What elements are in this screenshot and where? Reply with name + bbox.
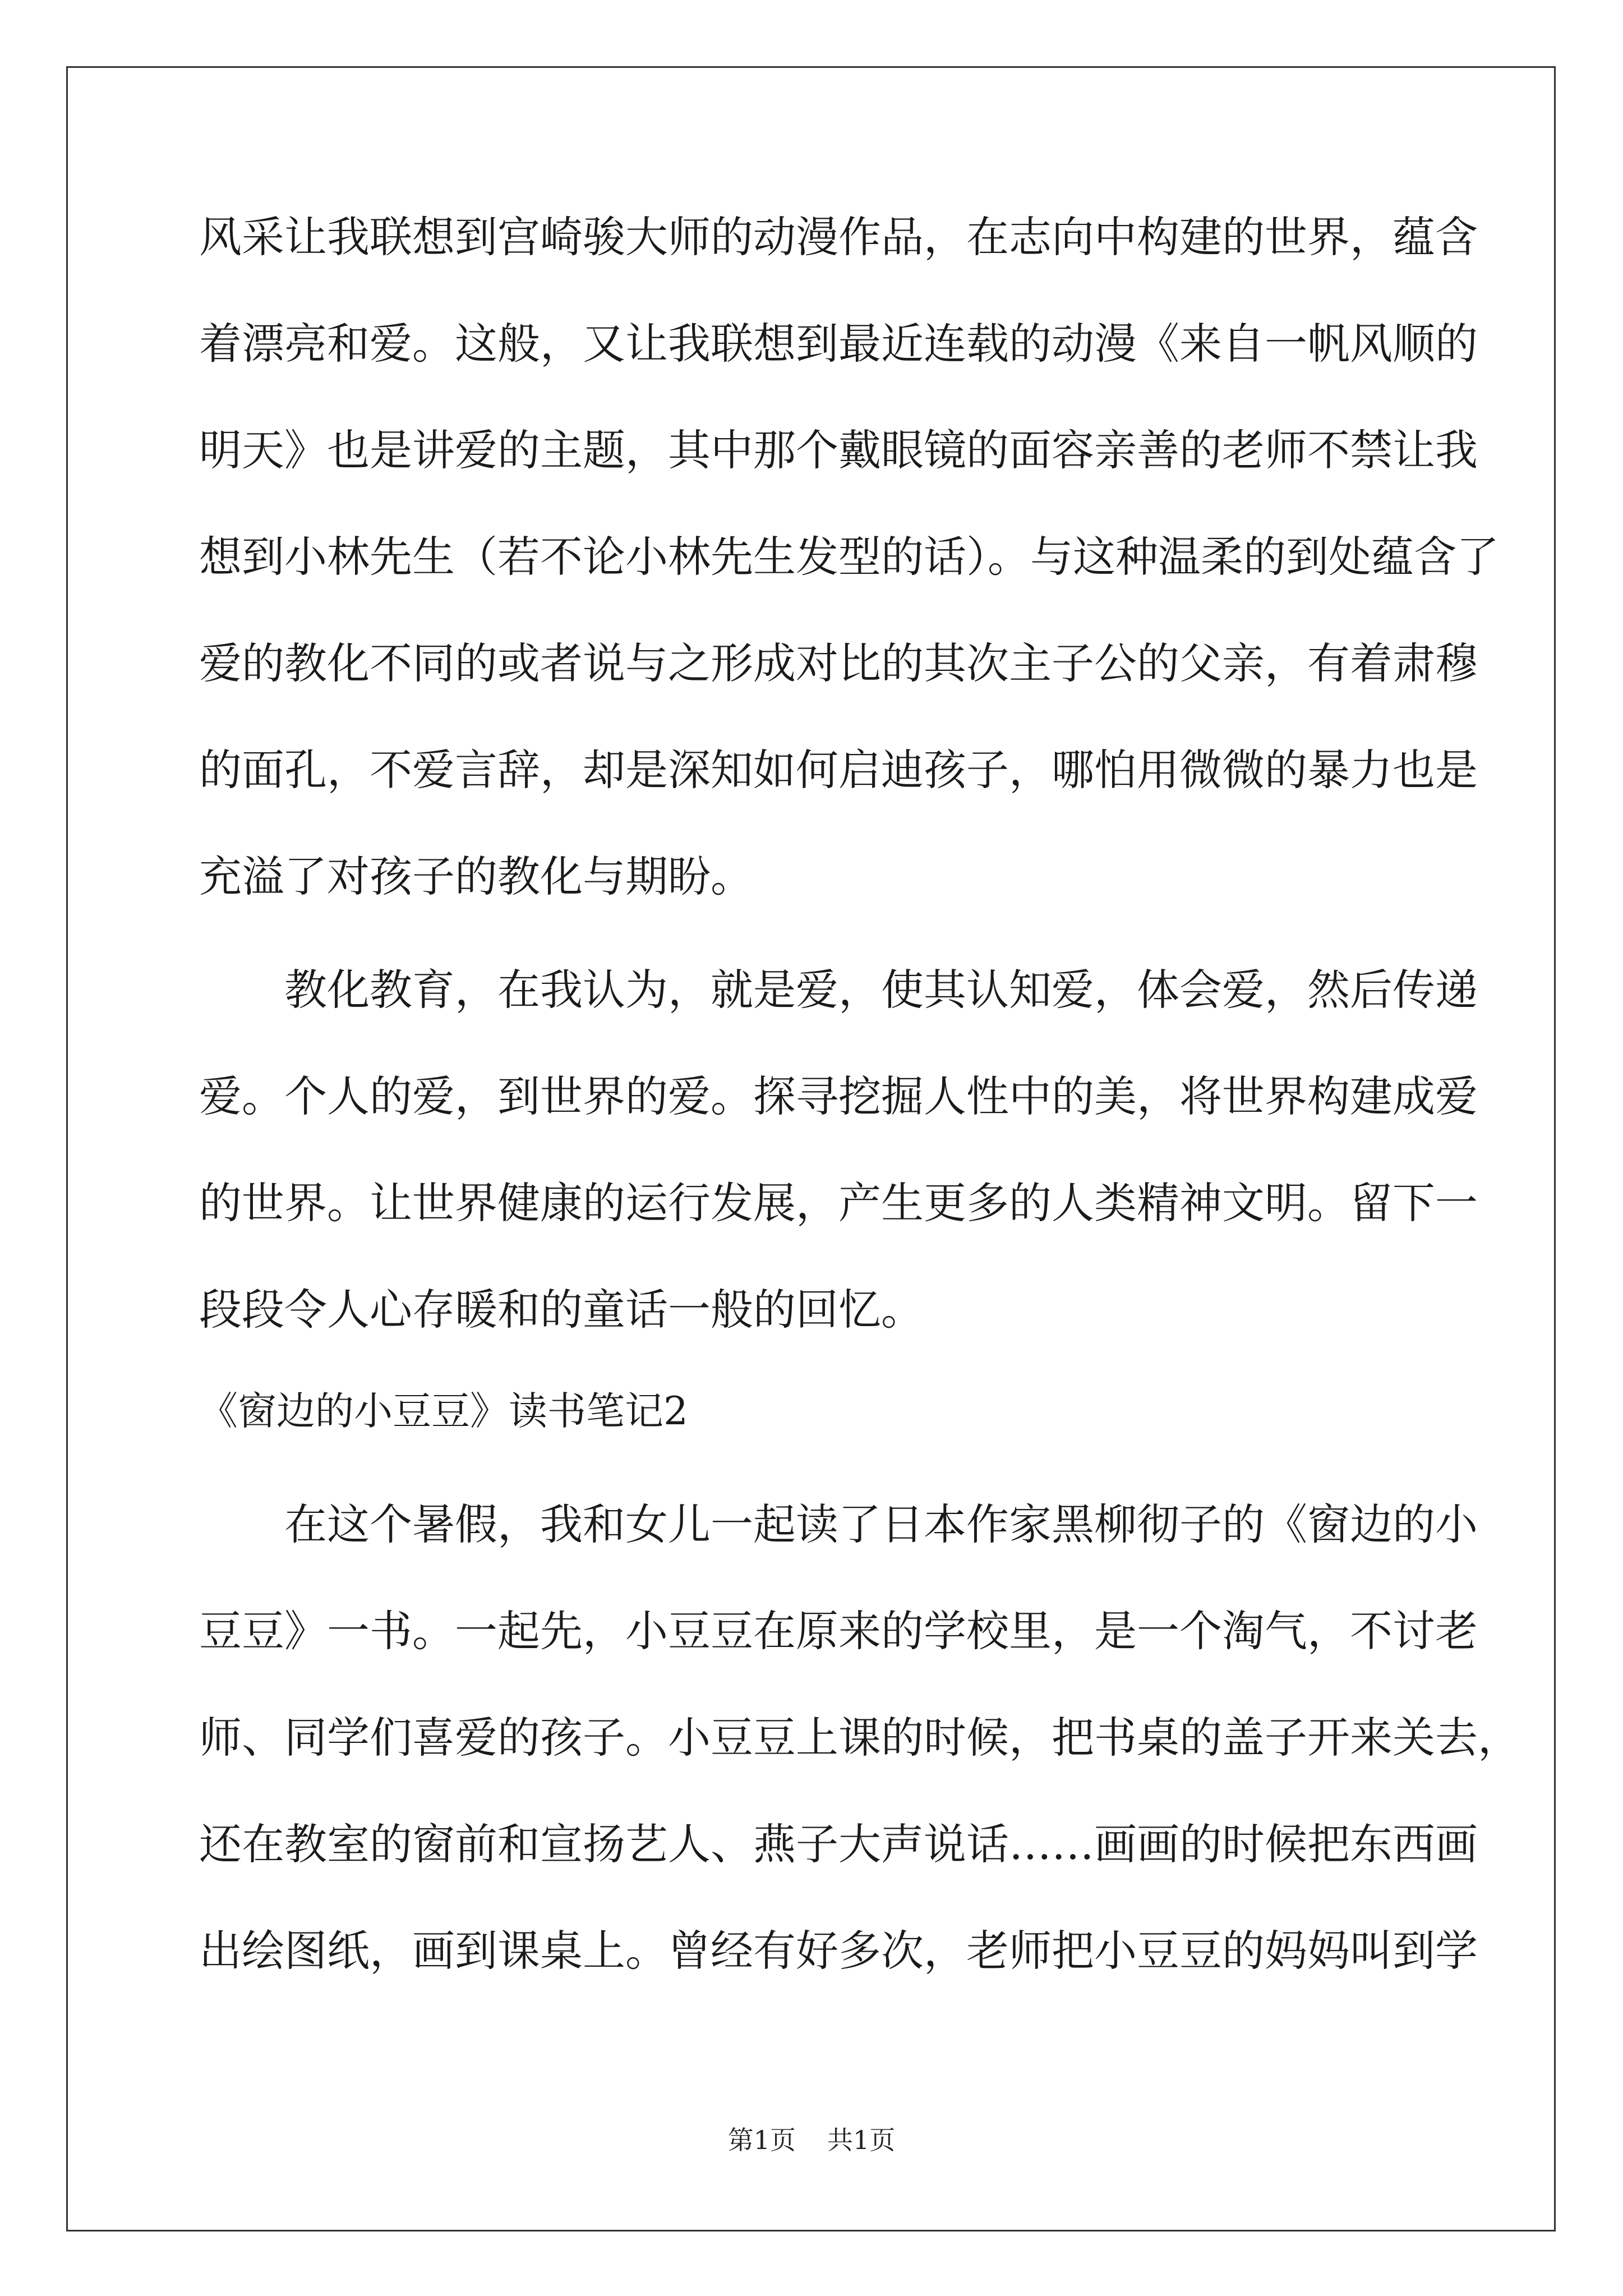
paragraph-line: 风采让我联想到宫崎骏大师的动漫作品，在志向中构建的世界，蕴含 xyxy=(199,212,1478,262)
paragraph-line: 段段令人心存暖和的童话一般的回忆。 xyxy=(199,1285,924,1335)
paragraph-line: 的面孔，不爱言辞，却是深知如何启迪孩子，哪怕用微微的暴力也是 xyxy=(199,745,1478,795)
paragraph-line: 的世界。让世界健康的运行发展，产生更多的人类精神文明。留下一 xyxy=(199,1178,1478,1228)
paragraph-line: 教化教育，在我认为，就是爱，使其认知爱，体会爱，然后传递 xyxy=(284,965,1478,1015)
paragraph-line: 充溢了对孩子的教化与期盼。 xyxy=(199,852,753,901)
page-border xyxy=(66,66,1556,2231)
page-number-current: 第1页 xyxy=(727,2125,796,2155)
section-heading: 《窗边的小豆豆》读书笔记2 xyxy=(199,1389,688,1434)
paragraph-line: 明天》也是讲爱的主题，其中那个戴眼镜的面容亲善的老师不禁让我 xyxy=(199,425,1478,475)
paragraph-line: 爱的教化不同的或者说与之形成对比的其次主子公的父亲，有着肃穆 xyxy=(199,638,1478,688)
paragraph-line: 还在教室的窗前和宣扬艺人、燕子大声说话……画画的时候把东西画 xyxy=(199,1819,1478,1869)
paragraph-line: 着漂亮和爱。这般，又让我联想到最近连载的动漫《来自一帆风顺的 xyxy=(199,319,1478,369)
page-footer xyxy=(0,2127,1623,2153)
paragraph-line: 出绘图纸，画到课桌上。曾经有好多次，老师把小豆豆的妈妈叫到学 xyxy=(199,1926,1478,1976)
page-number-total: 共1页 xyxy=(827,2125,896,2155)
paragraph-line: 在这个暑假，我和女儿一起读了日本作家黑柳彻子的《窗边的小 xyxy=(284,1499,1478,1549)
paragraph-line: 想到小林先生（若不论小林先生发型的话）。与这种温柔的到处蕴含了 xyxy=(199,532,1499,582)
paragraph-line: 爱。个人的爱，到世界的爱。探寻挖掘人性中的美，将世界构建成爱 xyxy=(199,1071,1478,1121)
paragraph-line: 师、同学们喜爱的孩子。小豆豆上课的时候，把书桌的盖子开来关去， xyxy=(199,1713,1520,1763)
paragraph-line: 豆豆》一书。一起先，小豆豆在原来的学校里，是一个淘气，不讨老 xyxy=(199,1606,1478,1656)
